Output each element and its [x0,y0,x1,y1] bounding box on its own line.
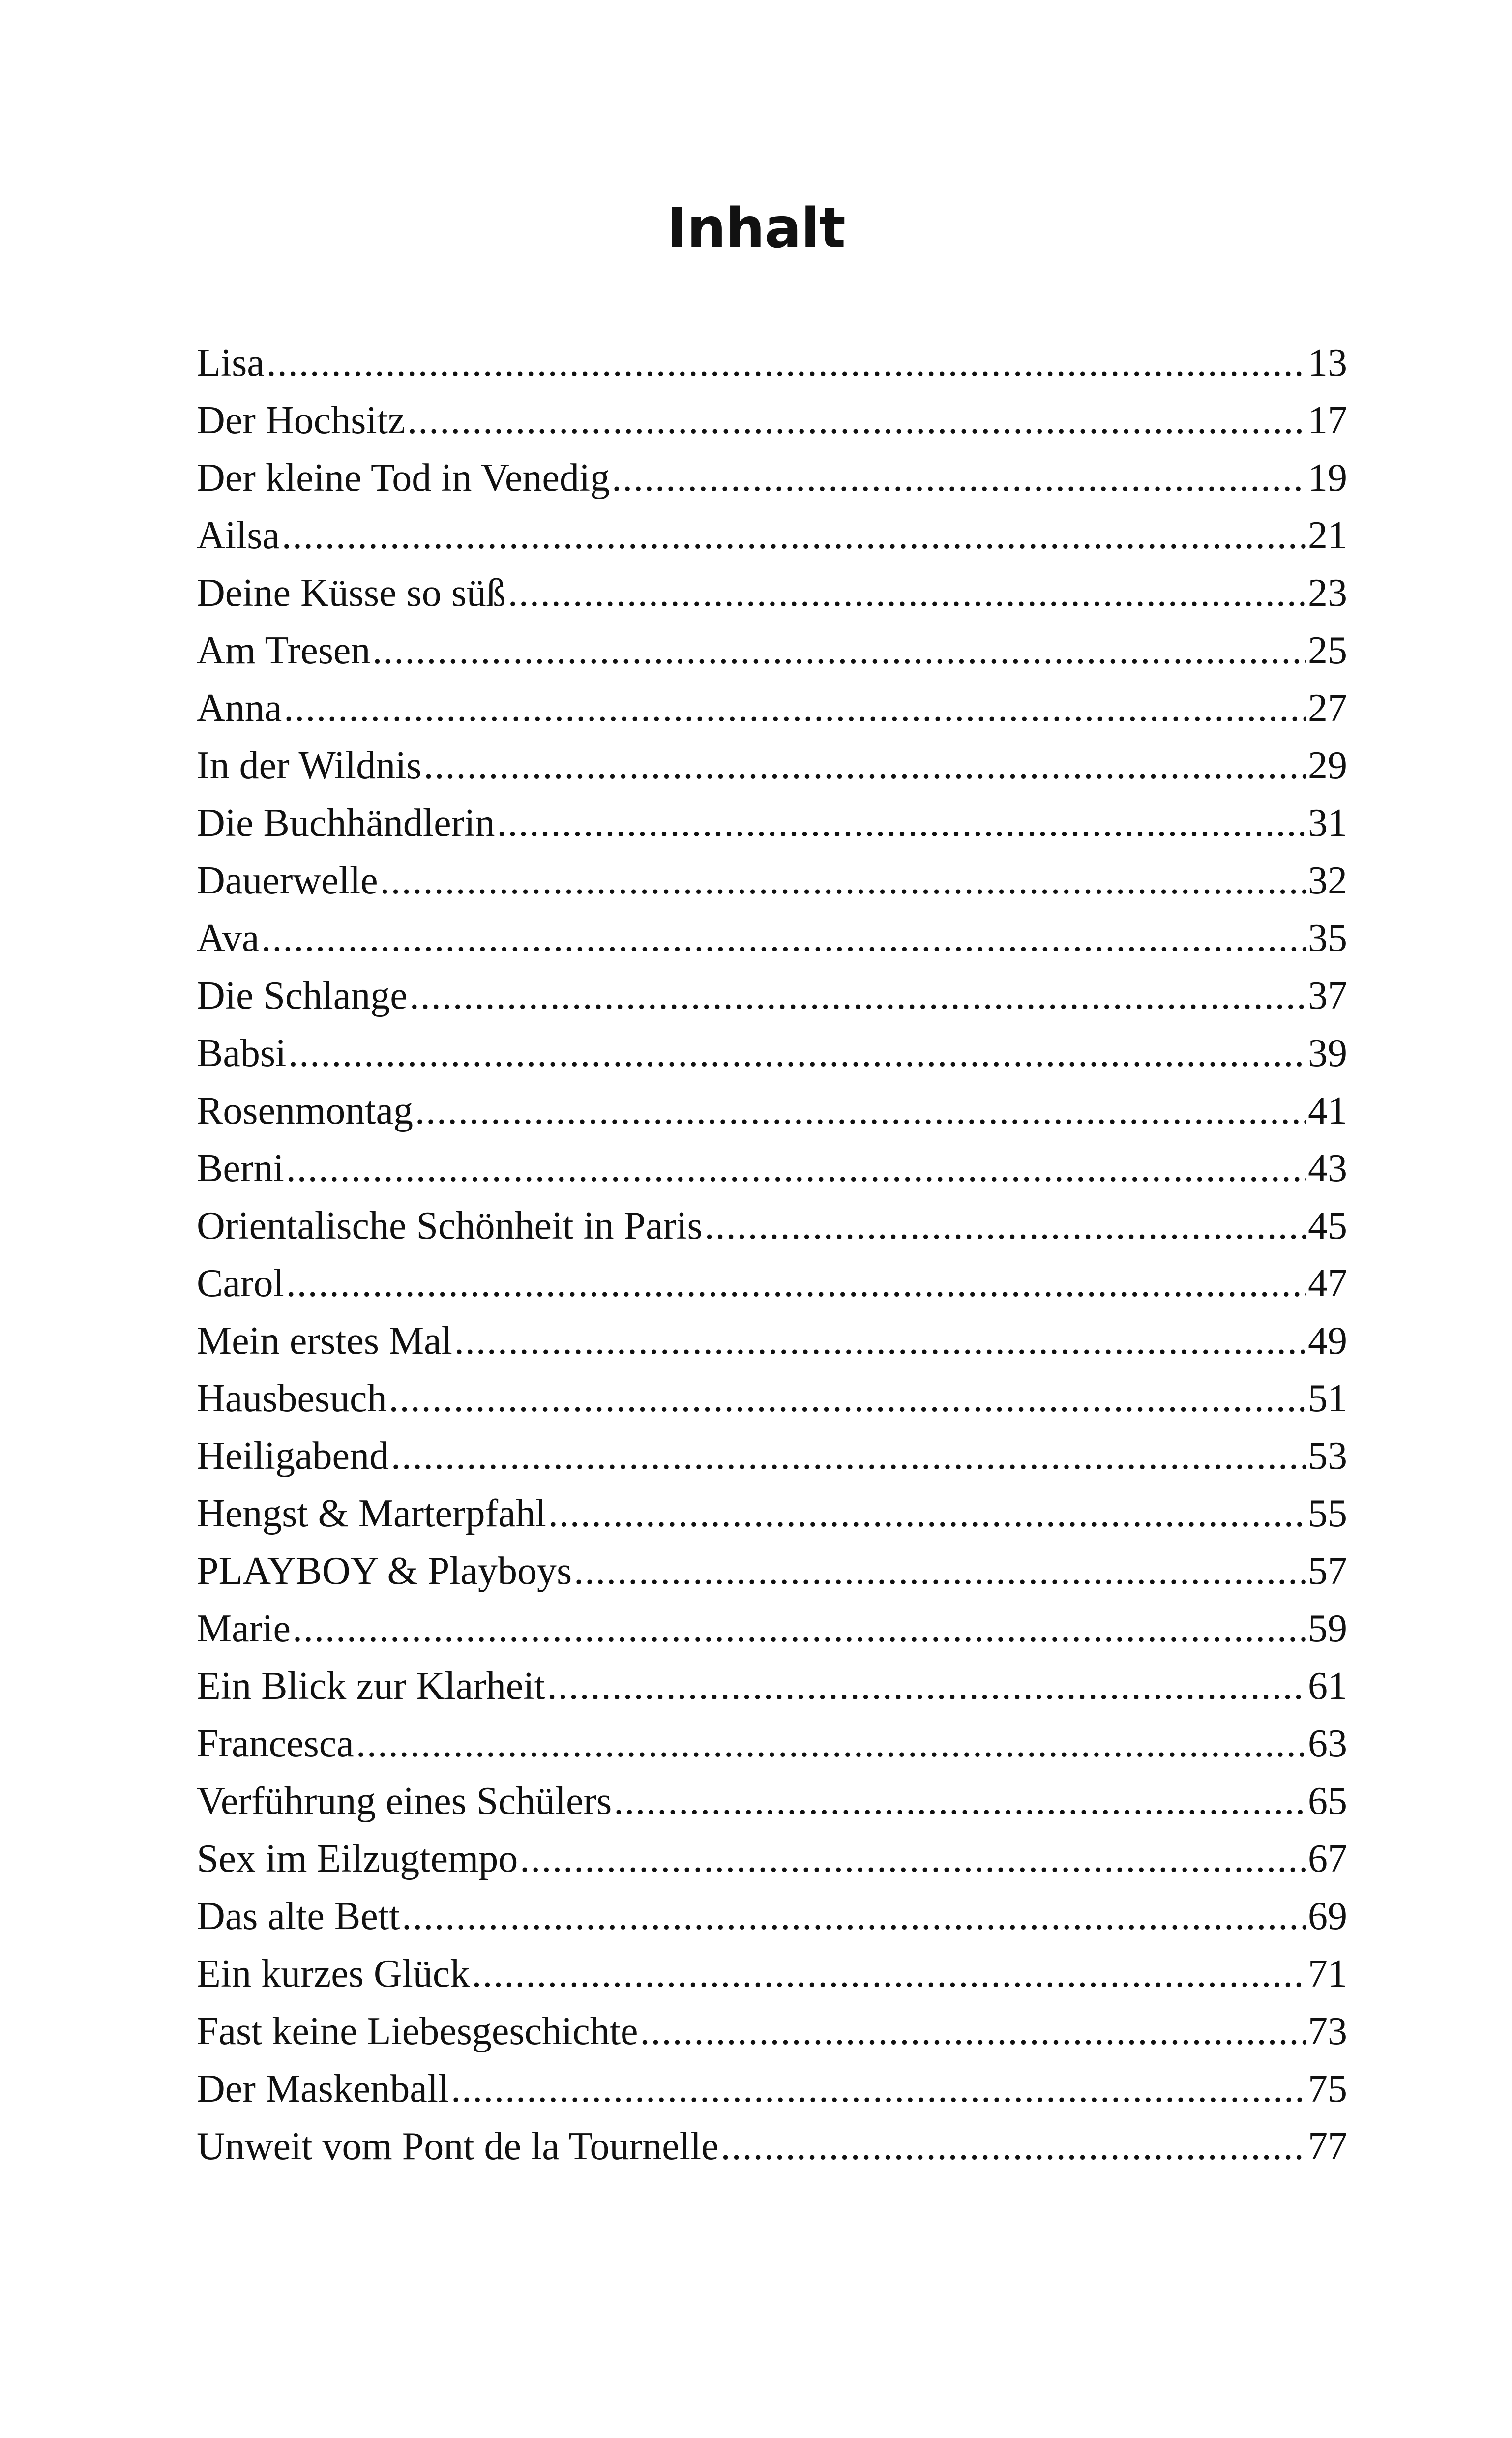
toc-entry-page-number: 29 [1308,744,1347,787]
toc-entry [197,1370,1347,1427]
toc-entry [197,852,1347,910]
toc-dot-leader [267,334,1306,392]
toc-entry-title: Orientalische Schönheit in Paris [197,1204,703,1248]
toc-entry-title: Die Schlange [197,974,408,1017]
toc-entry-page-number: 63 [1308,1722,1347,1765]
toc-entry [197,910,1347,967]
toc-entry [197,795,1347,852]
toc-entry-page-number: 23 [1308,571,1347,615]
toc-entry-title: Francesca [197,1722,354,1765]
toc-entry-title: Carol [197,1262,284,1305]
toc-entry-page-number: 31 [1308,802,1347,845]
toc-entry-page-number: 39 [1308,1032,1347,1075]
toc-entry-page-number: 55 [1308,1492,1347,1535]
toc-dot-leader [284,680,1306,737]
toc-entry [197,1600,1347,1658]
toc-dot-leader [402,1888,1306,1945]
toc-entry-page-number: 61 [1308,1665,1347,1708]
toc-entry-page-number: 65 [1308,1780,1347,1823]
toc-entry-title: Ailsa [197,514,280,557]
toc-entry [197,1543,1347,1600]
toc-dot-leader [640,2003,1306,2060]
toc-entry-page-number: 59 [1308,1607,1347,1650]
toc-entry-title: Dauerwelle [197,859,378,902]
toc-entry-page-number: 37 [1308,974,1347,1017]
toc-entry-title: Rosenmontag [197,1089,413,1132]
toc-entry [197,1773,1347,1830]
toc-entry-title: Verführung eines Schülers [197,1780,612,1823]
toc-entry [197,1945,1347,2003]
toc-entry-title: Hengst & Marterpfahl [197,1492,546,1535]
toc-entry-page-number: 77 [1308,2125,1347,2168]
toc-entry-page-number: 47 [1308,1262,1347,1305]
toc-entry [197,1485,1347,1543]
toc-dot-leader [497,795,1306,852]
toc-entry-page-number: 35 [1308,917,1347,960]
toc-entry [197,1197,1347,1255]
toc-entry-title: Am Tresen [197,629,371,672]
toc-entry [197,1082,1347,1140]
toc-entry [197,1427,1347,1485]
toc-dot-leader [372,622,1306,680]
toc-entry-title: Ava [197,917,260,960]
toc-entry-page-number: 69 [1308,1895,1347,1938]
toc-entry-title: Heiligabend [197,1434,389,1478]
toc-entry [197,1255,1347,1312]
toc-entry-page-number: 71 [1308,1952,1347,1995]
toc-entry-page-number: 13 [1308,341,1347,385]
toc-dot-leader [423,737,1306,795]
toc-dot-leader [407,392,1306,449]
toc-entry-page-number: 21 [1308,514,1347,557]
toc-entry-title: Ein Blick zur Klarheit [197,1665,545,1708]
toc-entry [197,2060,1347,2118]
toc-entry-title: Marie [197,1607,291,1650]
toc-entry [197,1830,1347,1888]
toc-entry [197,507,1347,565]
toc-entry [197,2118,1347,2175]
toc-entry-page-number: 73 [1308,2010,1347,2053]
toc-dot-leader [451,2060,1306,2118]
toc-dot-leader [293,1600,1306,1658]
toc-entry [197,2003,1347,2060]
toc-entry-title: Babsi [197,1032,287,1075]
toc-entry [197,1312,1347,1370]
toc-entry-title: Das alte Bett [197,1895,400,1938]
toc-entry-title: Unweit vom Pont de la Tournelle [197,2125,719,2168]
toc-entry [197,737,1347,795]
toc-entry-title: Deine Küsse so süß [197,571,506,615]
toc-entry-page-number: 51 [1308,1377,1347,1420]
toc-dot-leader [286,1255,1306,1312]
toc-entry-page-number: 41 [1308,1089,1347,1132]
toc-entry-page-number: 67 [1308,1837,1347,1880]
toc-entry-title: Der kleine Tod in Venedig [197,456,610,500]
toc-entry-title: Mein erstes Mal [197,1319,452,1363]
toc-entry [197,680,1347,737]
page-title: Inhalt [667,197,845,261]
toc-entry-title: Fast keine Liebesgeschichte [197,2010,638,2053]
toc-entry-page-number: 49 [1308,1319,1347,1363]
toc-entry-title: Lisa [197,341,265,385]
toc-entry [197,967,1347,1025]
toc-entry-title: Der Hochsitz [197,399,406,442]
toc-dot-leader [508,565,1306,622]
toc-dot-leader [548,1485,1306,1543]
toc-dot-leader [472,1945,1306,2003]
toc-entry [197,1140,1347,1197]
toc-entry-page-number: 19 [1308,456,1347,500]
toc-dot-leader [286,1140,1306,1197]
toc-entry-page-number: 17 [1308,399,1347,442]
toc-entry [197,565,1347,622]
toc-entry [197,1715,1347,1773]
toc-entry-title: Der Maskenball [197,2067,449,2111]
toc-dot-leader [389,1370,1306,1427]
toc-entry-page-number: 27 [1308,686,1347,730]
toc-dot-leader [705,1197,1306,1255]
toc-entry [197,1888,1347,1945]
toc-entry [197,1658,1347,1715]
toc-dot-leader [614,1773,1306,1830]
toc-entry [197,334,1347,392]
toc-dot-leader [415,1082,1306,1140]
toc-entry-title: Sex im Eilzugtempo [197,1837,518,1880]
toc-entry-page-number: 53 [1308,1434,1347,1478]
toc-entry-page-number: 57 [1308,1549,1347,1593]
toc-entry-title: PLAYBOY & Playboys [197,1549,572,1593]
toc-entry-title: Hausbesuch [197,1377,387,1420]
toc-entry [197,392,1347,449]
toc-entry-page-number: 45 [1308,1204,1347,1248]
toc-entry [197,622,1347,680]
toc-entry-title: Berni [197,1147,284,1190]
toc-dot-leader [356,1715,1306,1773]
toc-dot-leader [547,1658,1306,1715]
toc-entry-title: Anna [197,686,282,730]
toc-entry-title: Ein kurzes Glück [197,1952,470,1995]
toc-entry [197,1025,1347,1082]
toc-dot-leader [410,967,1306,1025]
toc-entry-page-number: 32 [1308,859,1347,902]
toc-dot-leader [391,1427,1306,1485]
toc-dot-leader [380,852,1306,910]
table-of-contents [197,334,1347,2175]
toc-dot-leader [288,1025,1306,1082]
toc-entry-page-number: 43 [1308,1147,1347,1190]
toc-entry-page-number: 25 [1308,629,1347,672]
toc-dot-leader [574,1543,1306,1600]
toc-entry-title: Die Buchhändlerin [197,802,495,845]
toc-dot-leader [612,449,1306,507]
toc-dot-leader [721,2118,1306,2175]
toc-dot-leader [282,507,1306,565]
toc-dot-leader [520,1830,1306,1888]
toc-entry-title: In der Wildnis [197,744,422,787]
toc-dot-leader [261,910,1306,967]
toc-entry-page-number: 75 [1308,2067,1347,2111]
toc-entry [197,449,1347,507]
toc-dot-leader [454,1312,1306,1370]
